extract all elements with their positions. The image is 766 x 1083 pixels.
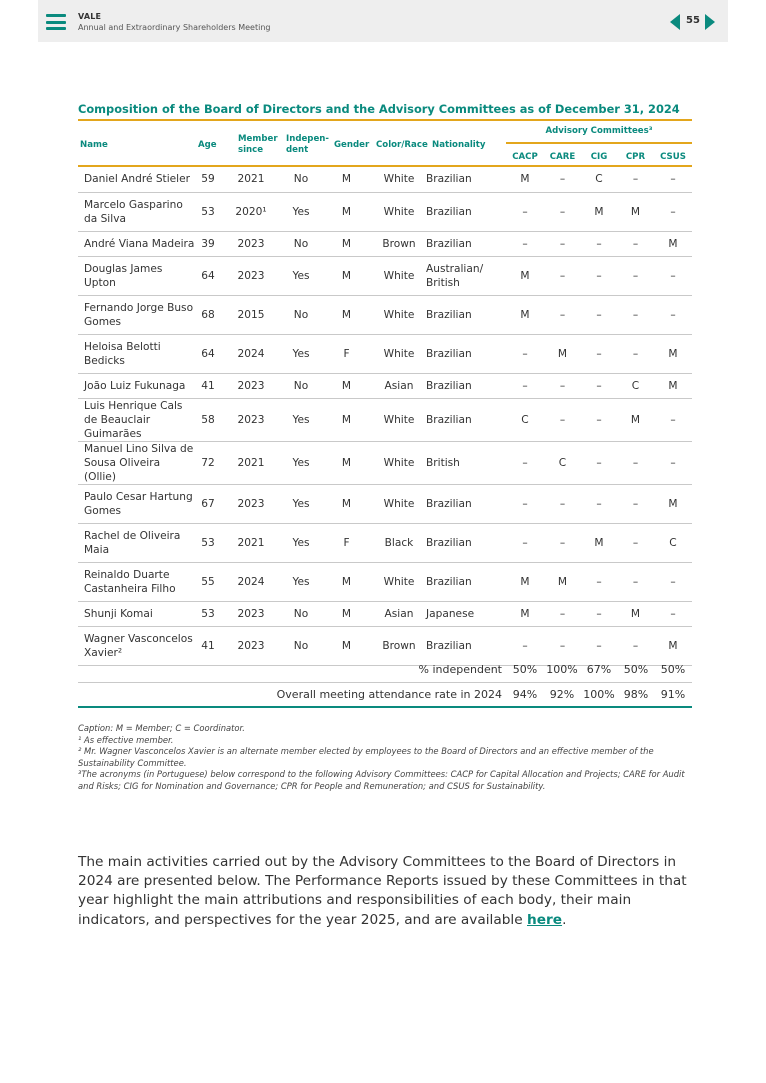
member-since: 2015: [221, 295, 281, 334]
member-color-race: White: [372, 295, 426, 334]
member-since: 2021: [221, 523, 281, 562]
committee-cacp: –: [506, 373, 544, 398]
committee-cig: –: [581, 601, 617, 626]
table-row: [78, 192, 692, 231]
member-color-race: White: [372, 167, 426, 192]
member-age: 64: [195, 256, 221, 295]
footnote-2: ² Mr. Wagner Vasconcelos Xavier is an alternate member elected by employees to the Board of Directors and an effective member of the Sustainability Committee.: [78, 746, 654, 768]
table-row: [78, 231, 692, 256]
member-gender: F: [321, 523, 372, 562]
committee-care: –: [544, 398, 581, 441]
member-color-race: Brown: [372, 231, 426, 256]
member-gender: M: [321, 373, 372, 398]
member-gender: M: [321, 167, 372, 192]
committee-csus: M: [654, 626, 692, 665]
independent-label: % independent: [418, 663, 502, 676]
committee-cpr: M: [617, 601, 654, 626]
committee-care: –: [544, 523, 581, 562]
member-nationality: Brazilian: [426, 484, 506, 523]
member-independent: No: [281, 167, 321, 192]
member-nationality: British: [426, 441, 506, 484]
committee-cacp: –: [506, 334, 544, 373]
body-end: .: [562, 911, 567, 928]
member-since: 2023: [221, 231, 281, 256]
board-table: [78, 167, 692, 666]
committee-csus: M: [654, 334, 692, 373]
member-gender: M: [321, 192, 372, 231]
member-nationality: Brazilian: [426, 192, 506, 231]
table-row: [78, 441, 692, 484]
member-color-race: White: [372, 562, 426, 601]
committee-cpr: –: [617, 523, 654, 562]
table-row: [78, 398, 692, 441]
committee-care: –: [544, 167, 581, 192]
footnote-1: ¹ As effective member.: [78, 734, 174, 745]
member-name: Luis Henrique Cals de Beauclair Guimarães: [78, 398, 195, 441]
member-color-race: Asian: [372, 373, 426, 398]
member-independent: No: [281, 626, 321, 665]
member-age: 41: [195, 373, 221, 398]
member-color-race: White: [372, 256, 426, 295]
committee-csus: –: [654, 192, 692, 231]
header-nationality: Nationality: [432, 140, 486, 150]
member-nationality: Brazilian: [426, 295, 506, 334]
member-name: André Viana Madeira: [78, 231, 195, 256]
committee-care: –: [544, 256, 581, 295]
member-age: 64: [195, 334, 221, 373]
member-since: 2023: [221, 256, 281, 295]
member-age: 72: [195, 441, 221, 484]
committee-csus: M: [654, 484, 692, 523]
committee-cacp: M: [506, 562, 544, 601]
member-independent: Yes: [281, 441, 321, 484]
member-name: Rachel de Oliveira Maia: [78, 523, 195, 562]
independent-care: 100%: [546, 663, 578, 676]
committee-cig: –: [581, 441, 617, 484]
header-member-since-line2: since: [238, 145, 264, 155]
member-age: 68: [195, 295, 221, 334]
committee-cpr: –: [617, 295, 654, 334]
attendance-cacp: 94%: [512, 688, 538, 701]
member-age: 55: [195, 562, 221, 601]
member-age: 67: [195, 484, 221, 523]
committee-cpr: –: [617, 256, 654, 295]
attendance-care: 92%: [549, 688, 575, 701]
member-age: 59: [195, 167, 221, 192]
member-name: Shunji Komai: [78, 601, 195, 626]
committee-care: –: [544, 373, 581, 398]
member-color-race: White: [372, 484, 426, 523]
committee-cacp: –: [506, 231, 544, 256]
menu-icon[interactable]: [46, 14, 66, 30]
member-nationality: Brazilian: [426, 373, 506, 398]
member-color-race: White: [372, 334, 426, 373]
member-gender: M: [321, 626, 372, 665]
committee-cpr: M: [617, 192, 654, 231]
attendance-csus: 91%: [660, 688, 686, 701]
attendance-summary-row: [78, 682, 692, 707]
header-color-race: Color/Race: [376, 140, 428, 150]
table-row: [78, 601, 692, 626]
header-advisory-committees: Advisory Committees³: [545, 126, 653, 136]
top-header-bar: [38, 0, 728, 42]
header-independent-line1: Indepen-: [286, 134, 329, 144]
independent-summary-row: [78, 657, 692, 682]
committee-care: M: [544, 562, 581, 601]
member-name: Douglas James Upton: [78, 256, 195, 295]
attendance-cig: 100%: [583, 688, 615, 701]
committee-cacp: M: [506, 601, 544, 626]
committee-cig: –: [581, 373, 617, 398]
member-independent: No: [281, 373, 321, 398]
member-age: 53: [195, 601, 221, 626]
committee-care: –: [544, 192, 581, 231]
member-color-race: White: [372, 441, 426, 484]
member-independent: Yes: [281, 398, 321, 441]
advisory-rule: [506, 142, 692, 144]
member-name: João Luiz Fukunaga: [78, 373, 195, 398]
committee-care: –: [544, 231, 581, 256]
member-independent: No: [281, 601, 321, 626]
committee-csus: –: [654, 167, 692, 192]
table-bottom-rule: [78, 706, 692, 708]
member-nationality: Australian/ British: [426, 256, 506, 295]
committee-cpr: C: [617, 373, 654, 398]
member-since: 2024: [221, 562, 281, 601]
committee-cig: –: [581, 334, 617, 373]
member-since: 2021: [221, 167, 281, 192]
independent-csus: 50%: [660, 663, 686, 676]
member-color-race: White: [372, 398, 426, 441]
member-independent: Yes: [281, 334, 321, 373]
table-row: [78, 484, 692, 523]
table-row: [78, 295, 692, 334]
member-since: 2020¹: [221, 192, 281, 231]
member-name: Paulo Cesar Hartung Gomes: [78, 484, 195, 523]
next-page-icon[interactable]: [705, 14, 715, 30]
member-gender: M: [321, 256, 372, 295]
member-age: 53: [195, 192, 221, 231]
committee-care: M: [544, 334, 581, 373]
committee-cig: –: [581, 626, 617, 665]
member-gender: M: [321, 562, 372, 601]
committee-csus: –: [654, 562, 692, 601]
member-gender: M: [321, 398, 372, 441]
header-independent: [286, 134, 329, 156]
footnote-caption: Caption: M = Member; C = Coordinator.: [78, 723, 245, 733]
table-row: [78, 562, 692, 601]
member-nationality: Brazilian: [426, 626, 506, 665]
member-independent: Yes: [281, 523, 321, 562]
member-gender: M: [321, 601, 372, 626]
member-name: Daniel André Stieler: [78, 167, 195, 192]
header-cig: CIG: [590, 152, 608, 162]
committee-cpr: –: [617, 441, 654, 484]
member-nationality: Brazilian: [426, 523, 506, 562]
member-since: 2023: [221, 398, 281, 441]
committee-care: –: [544, 626, 581, 665]
here-link[interactable]: here: [527, 911, 563, 928]
committee-care: –: [544, 295, 581, 334]
member-age: 41: [195, 626, 221, 665]
member-since: 2023: [221, 626, 281, 665]
member-name: Marcelo Gasparino da Silva: [78, 192, 195, 231]
committee-cpr: –: [617, 626, 654, 665]
member-since: 2023: [221, 484, 281, 523]
committee-cpr: –: [617, 167, 654, 192]
committee-care: C: [544, 441, 581, 484]
attendance-cpr: 98%: [623, 688, 649, 701]
table-row: [78, 256, 692, 295]
member-nationality: Brazilian: [426, 231, 506, 256]
committee-cpr: –: [617, 334, 654, 373]
member-color-race: Black: [372, 523, 426, 562]
committee-cig: M: [581, 192, 617, 231]
header-cacp: CACP: [512, 152, 538, 162]
committee-csus: M: [654, 231, 692, 256]
committee-cacp: –: [506, 626, 544, 665]
header-name: Name: [80, 140, 108, 150]
header-independent-line2: dent: [286, 145, 309, 155]
member-color-race: Asian: [372, 601, 426, 626]
header-care: CARE: [549, 152, 576, 162]
table-row: [78, 334, 692, 373]
member-age: 53: [195, 523, 221, 562]
header-cpr: CPR: [625, 152, 646, 162]
member-gender: M: [321, 441, 372, 484]
member-independent: Yes: [281, 484, 321, 523]
committee-cig: M: [581, 523, 617, 562]
member-name: Fernando Jorge Buso Gomes: [78, 295, 195, 334]
committee-csus: C: [654, 523, 692, 562]
committee-cpr: –: [617, 562, 654, 601]
committee-cig: –: [581, 484, 617, 523]
member-color-race: White: [372, 192, 426, 231]
header-member-since: [238, 134, 278, 156]
committee-csus: –: [654, 601, 692, 626]
member-color-race: Brown: [372, 626, 426, 665]
member-name: Manuel Lino Silva de Sousa Oliveira (Ollie): [78, 441, 195, 484]
member-nationality: Brazilian: [426, 334, 506, 373]
committee-care: –: [544, 484, 581, 523]
member-age: 58: [195, 398, 221, 441]
committee-cig: –: [581, 398, 617, 441]
header-csus: CSUS: [660, 152, 686, 162]
committee-cig: –: [581, 256, 617, 295]
committee-cpr: –: [617, 484, 654, 523]
body-text: The main activities carried out by the Advisory Committees to the Board of Directors in 2024 are presented below. The Performance Reports issued by these Committees in that year highlight the main attributions and responsibilities of each body, their main indicators, and perspectives for the year 2025, and are available: [78, 854, 687, 928]
committee-cig: –: [581, 231, 617, 256]
body-paragraph: [78, 853, 690, 930]
committee-cacp: –: [506, 484, 544, 523]
member-independent: No: [281, 231, 321, 256]
committee-cacp: –: [506, 441, 544, 484]
footnote-3: ³The acronyms (in Portuguese) below correspond to the following Advisory Committees: CACP for Capital Allocation and Projects; CARE for Audit and Risks; CIG for Nomination and Governance; CPR for People and Remuneration; and CSUS for Sustainability.: [78, 769, 685, 791]
member-since: 2021: [221, 441, 281, 484]
committee-cacp: C: [506, 398, 544, 441]
committee-cig: –: [581, 295, 617, 334]
member-since: 2023: [221, 373, 281, 398]
committee-cacp: M: [506, 295, 544, 334]
member-nationality: Brazilian: [426, 167, 506, 192]
header-member-since-line1: Member: [238, 134, 278, 144]
member-since: 2023: [221, 601, 281, 626]
committee-csus: –: [654, 295, 692, 334]
brand-name: VALE: [78, 12, 102, 21]
committee-csus: –: [654, 256, 692, 295]
committee-cacp: –: [506, 192, 544, 231]
independent-cpr: 50%: [623, 663, 649, 676]
committee-csus: M: [654, 373, 692, 398]
committee-cacp: –: [506, 523, 544, 562]
page-number: 55: [686, 15, 700, 26]
committee-cpr: –: [617, 231, 654, 256]
member-independent: Yes: [281, 192, 321, 231]
member-nationality: Brazilian: [426, 562, 506, 601]
title-rule: [78, 119, 692, 121]
table-row: [78, 373, 692, 398]
committee-csus: –: [654, 398, 692, 441]
committee-csus: –: [654, 441, 692, 484]
committee-cig: C: [581, 167, 617, 192]
member-gender: M: [321, 231, 372, 256]
table-row: [78, 523, 692, 562]
member-gender: M: [321, 484, 372, 523]
footnotes: [78, 723, 698, 792]
member-since: 2024: [221, 334, 281, 373]
member-independent: Yes: [281, 562, 321, 601]
committee-cacp: M: [506, 256, 544, 295]
member-independent: No: [281, 295, 321, 334]
independent-cig: 67%: [586, 663, 612, 676]
committee-cig: –: [581, 562, 617, 601]
member-gender: M: [321, 295, 372, 334]
independent-cacp: 50%: [512, 663, 538, 676]
previous-page-icon[interactable]: [670, 14, 680, 30]
member-name: Wagner Vasconcelos Xavier²: [78, 626, 195, 665]
document-subtitle: Annual and Extraordinary Shareholders Meeting: [78, 23, 271, 32]
member-name: Heloisa Belotti Bedicks: [78, 334, 195, 373]
member-age: 39: [195, 231, 221, 256]
committee-cpr: M: [617, 398, 654, 441]
committee-cacp: M: [506, 167, 544, 192]
attendance-label: Overall meeting attendance rate in 2024: [276, 688, 502, 701]
member-independent: Yes: [281, 256, 321, 295]
member-nationality: Brazilian: [426, 398, 506, 441]
table-row: [78, 167, 692, 192]
committee-care: –: [544, 601, 581, 626]
member-nationality: Japanese: [426, 601, 506, 626]
header-gender: Gender: [334, 140, 370, 150]
member-name: Reinaldo Duarte Castanheira Filho: [78, 562, 195, 601]
member-gender: F: [321, 334, 372, 373]
table-title: Composition of the Board of Directors and the Advisory Committees as of December 31, 2024: [78, 102, 680, 116]
header-age: Age: [198, 140, 217, 150]
